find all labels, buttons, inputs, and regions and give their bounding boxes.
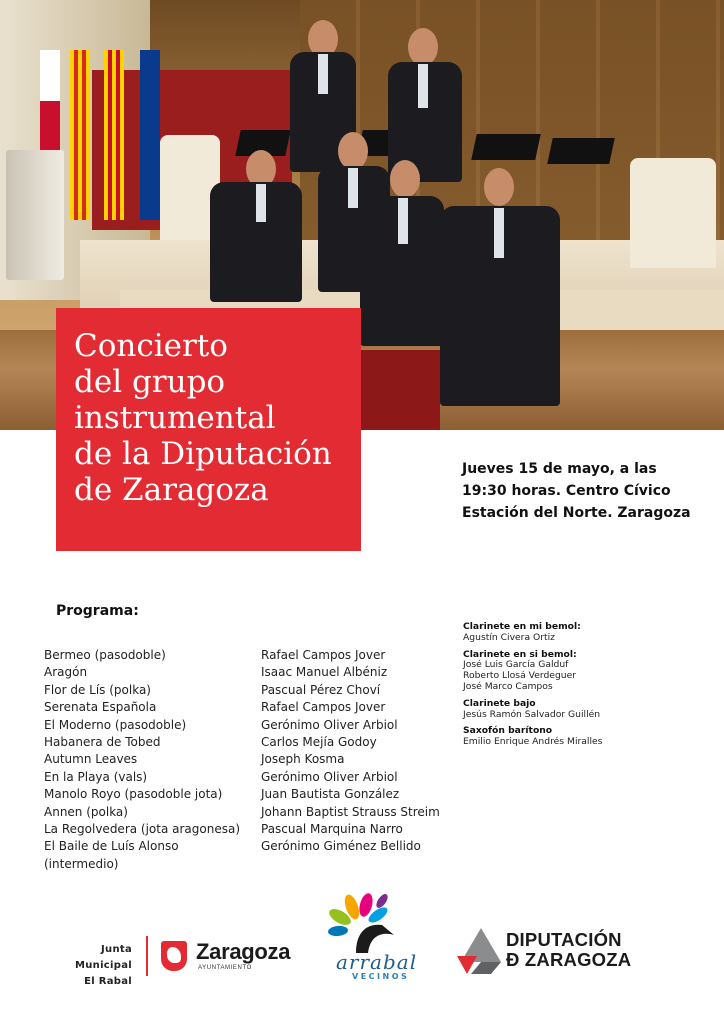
junta-line: Junta Municipal (74, 944, 132, 971)
programme-composer: Rafael Campos Jover (261, 648, 386, 662)
arrabal-logo-name: arrabal (336, 950, 418, 974)
programme-composer: Pascual Pérez Choví (261, 682, 381, 697)
programme-pieces-list (44, 647, 254, 873)
programme-composer: Johann Baptist Strauss Streim (261, 804, 440, 819)
programme-piece: Serenata Española (44, 700, 157, 715)
programme-composer: Rafael Campos Jover (261, 700, 386, 715)
photo-flag-aragon (70, 50, 90, 220)
programme-piece: Annen (polka) (44, 804, 128, 819)
programme-composer: Gerónimo Oliver Arbiol (261, 769, 398, 784)
photo-flag-spain (104, 50, 124, 220)
programme-composer: Isaac Manuel Albéniz (261, 665, 388, 680)
concert-title-line: Concierto (74, 328, 228, 364)
programme-composer: Pascual Marquina Narro (261, 822, 403, 837)
junta-municipal-logo (44, 942, 132, 990)
musician-name: José Marco Campos (463, 680, 553, 692)
programme-piece: Aragón (44, 665, 88, 680)
programme-piece: La Regolvedera (jota aragonesa) (44, 822, 241, 837)
photo-chair (630, 158, 716, 268)
zaragoza-logo-sub: AYUNTAMIENTO (198, 965, 252, 971)
concert-title-line: instrumental (74, 400, 276, 436)
concert-title-line: de la Diputación (74, 436, 332, 472)
musician-section (463, 622, 713, 644)
programme-piece: Bermeo (pasodoble) (44, 648, 166, 662)
programme-composer: Joseph Kosma (261, 752, 345, 767)
musician-name: Emilio Enrique Andrés Miralles (463, 736, 603, 748)
musicians-list (463, 622, 713, 754)
logo-divider (146, 936, 148, 976)
musician-name: José Luis García Galduf (463, 659, 569, 671)
programme-piece: Habanera de Tobed (44, 735, 161, 750)
photo-music-stand (547, 138, 615, 164)
event-info-line: 19:30 horas. Centro Cívico (462, 483, 671, 499)
musician-name: Roberto Llosá Verdeguer (463, 670, 577, 682)
programme-composer: Gerónimo Oliver Arbiol (261, 717, 398, 732)
programme-piece: Manolo Royo (pasodoble jota) (44, 787, 223, 802)
concert-title-line: de Zaragoza (74, 472, 269, 508)
dpz-logo-line: Ð ZARAGOZA (506, 949, 632, 970)
programme-composers-list (261, 647, 451, 856)
dpz-logo-line: DIPUTACIÓN (506, 929, 622, 950)
musician-section (463, 650, 713, 693)
photo-music-stand (471, 134, 541, 160)
programme-piece: En la Playa (vals) (44, 769, 148, 784)
instrument-label: Clarinete bajo (463, 697, 536, 709)
concert-title-box (56, 308, 361, 551)
programme-piece: Autumn Leaves (44, 752, 138, 767)
junta-line: El Rabal (84, 976, 132, 987)
event-info-line: Estación del Norte. Zaragoza (462, 505, 691, 521)
instrument-label: Clarinete en si bemol: (463, 648, 577, 660)
photo-flag-europe (140, 50, 160, 220)
musician-section (463, 699, 713, 721)
dpz-triangles-icon (455, 926, 507, 976)
programme-piece: El Baile de Luís Alonso (intermedio) (44, 839, 179, 871)
programme-piece: Flor de Lís (polka) (44, 682, 151, 697)
musician-name: Agustín Civera Ortiz (463, 631, 555, 643)
event-info-line: Jueves 15 de mayo, a las (462, 461, 657, 477)
musician-name: Jesús Ramón Salvador Guillén (463, 708, 601, 720)
zaragoza-logo-name: Zaragoza (196, 939, 291, 964)
zaragoza-lion-icon (161, 941, 187, 971)
programme-piece: El Moderno (pasodoble) (44, 717, 187, 732)
arrabal-logo-sub: VECINOS (352, 972, 410, 981)
event-date-location (462, 458, 712, 524)
programme-composer: Juan Bautista González (261, 787, 400, 802)
instrument-label: Clarinete en mi bemol: (463, 621, 581, 632)
programme-composer: Gerónimo Giménez Bellido (261, 839, 421, 854)
photo-podium (6, 150, 64, 280)
concert-title-line: del grupo (74, 364, 226, 400)
programme-composer: Carlos Mejía Godoy (261, 735, 377, 750)
programa-heading: Programa: (56, 603, 139, 619)
instrument-label: Saxofón barítono (463, 725, 553, 737)
musician-section (463, 726, 713, 748)
